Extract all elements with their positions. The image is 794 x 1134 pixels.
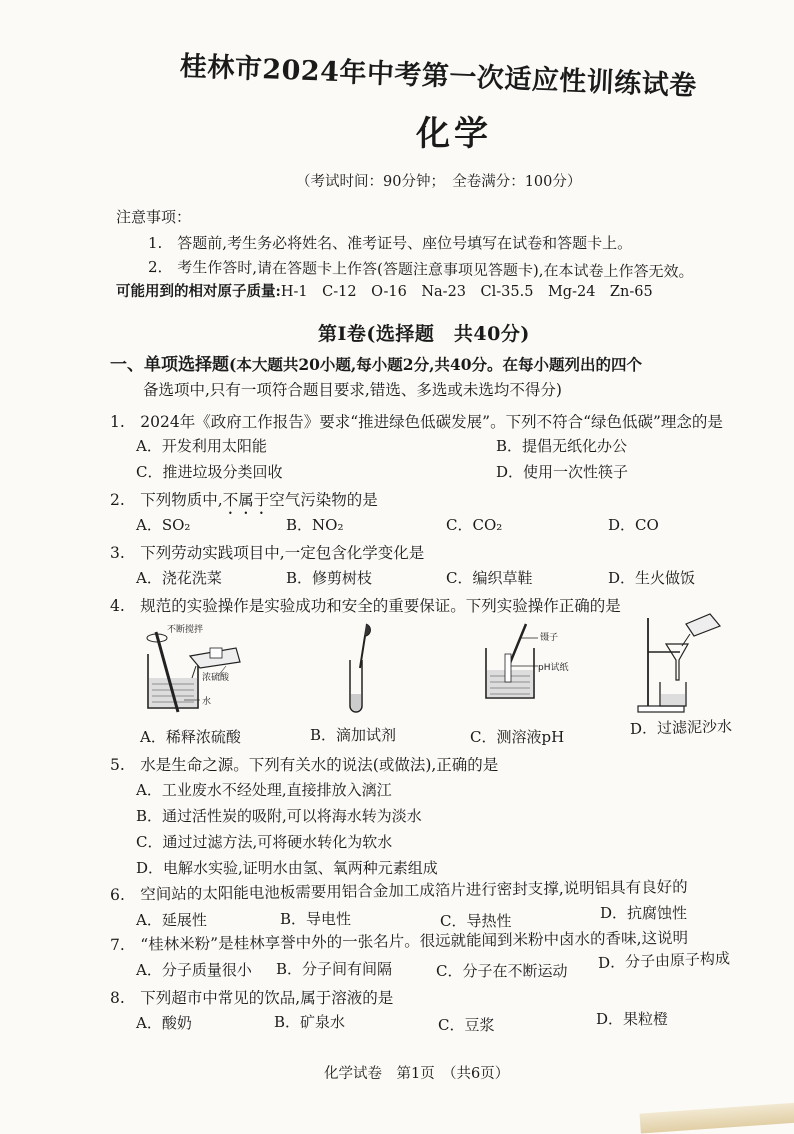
atomic-masses	[116, 280, 653, 301]
q8-option-c: C．豆浆	[438, 1016, 495, 1034]
subject-title: 化学	[416, 114, 492, 154]
q2-option-c: C．CO₂	[446, 516, 503, 534]
q7-option-b: B．分子间有间隔	[276, 960, 393, 978]
part-heading-label: 一、单项选择题	[110, 355, 229, 375]
label-ph-paper: pH试纸	[538, 663, 569, 673]
notes-heading: 注意事项：	[116, 208, 192, 226]
q2-stem-after: 空气污染物的是	[269, 491, 378, 509]
note-item: 1. 答题前,考生务必将姓名、准考证号、座位号填写在试卷和答题卡上。	[148, 234, 633, 252]
question-4: 4. 规范的实验操作是实验成功和安全的重要保证。下列实验操作正确的是	[110, 597, 621, 615]
label-acid: 浓硫酸	[202, 673, 230, 683]
q6-option-d: D．抗腐蚀性	[600, 904, 688, 922]
q7-option-d: D．分子由原子构成	[597, 949, 731, 972]
filtering-diagram	[636, 606, 722, 714]
q1-option-d: D．使用一次性筷子	[496, 463, 629, 481]
q2-option-b: B．NO₂	[286, 516, 344, 534]
q3-option-a: A．浇花洗菜	[136, 569, 222, 587]
page-footer: 化学试卷 第1页 （共6页）	[324, 1066, 510, 1082]
label-water: 水	[202, 697, 212, 707]
question-7: 7. “桂林米粉”是桂林享誉中外的一张名片。很远就能闻到米粉中卤水的香味,这说明	[109, 928, 689, 954]
q4-option-d: D．过滤泥沙水	[629, 717, 733, 738]
section-title: 第Ⅰ卷(选择题 共40分)	[318, 323, 530, 345]
part-desc-line2: 备选项中,只有一项符合题目要求,错选、多选或未选均不得分)	[143, 381, 562, 399]
part-heading	[110, 350, 642, 375]
exam-title: 桂林市2024年中考第一次适应性训练试卷	[179, 51, 698, 102]
dilute-acid-diagram	[140, 622, 250, 714]
figure-measure-ph	[482, 624, 592, 714]
q3-option-b: B．修剪树枝	[286, 569, 373, 587]
figure-filtering	[636, 606, 722, 714]
drop-reagent-diagram	[336, 624, 386, 716]
label-tweezers: 镊子	[540, 633, 559, 643]
question-1: 1. 2024年《政府工作报告》要求“推进绿色低碳发展”。下列不符合“绿色低碳”理念的是	[110, 413, 723, 431]
measure-ph-diagram	[482, 624, 592, 714]
q3-option-c: C．编织草鞋	[446, 569, 533, 587]
question-8: 8. 下列超市中常见的饮品,属于溶液的是	[110, 989, 394, 1007]
q5-option-c: C．通过过滤方法,可将硬水转化为软水	[136, 833, 393, 851]
figure-drop-reagent	[336, 624, 386, 716]
question-3: 3. 下列劳动实践项目中,一定包含化学变化是	[110, 544, 425, 562]
q4-option-b: B．滴加试剂	[310, 726, 397, 744]
q2-stem-emphasis: 不属于	[222, 491, 270, 509]
q7-option-c: C．分子在不断运动	[436, 962, 568, 980]
q3-option-d: D．生火做饭	[608, 569, 696, 587]
q1-option-c: C．推进垃圾分类回收	[136, 463, 283, 481]
q5-option-b: B．通过活性炭的吸附,可以将海水转为淡水	[136, 807, 422, 825]
q2-option-a: A．SO₂	[136, 516, 191, 534]
figure-dilute-acid	[140, 622, 250, 714]
q1-option-b: B．提倡无纸化办公	[496, 437, 628, 455]
q8-option-a: A．酸奶	[136, 1014, 192, 1032]
q7-option-a: A．分子质量很小	[136, 961, 252, 979]
atomic-masses-values: H-1 C-12 O-16 Na-23 Cl-35.5 Mg-24 Zn-65	[280, 284, 653, 300]
label-stir: 不断搅拌	[167, 625, 204, 635]
note-item: 2. 考生作答时,请在答题卡上作答(答题注意事项见答题卡),在本试卷上作答无效。	[147, 258, 694, 281]
q5-option-d: D．电解水实验,证明水由氢、氧两种元素组成	[136, 859, 438, 877]
q5-option-a: A．工业废水不经处理,直接排放入漓江	[136, 781, 392, 799]
q8-option-b: B．矿泉水	[274, 1013, 346, 1031]
atomic-masses-label: 可能用到的相对原子质量:	[116, 283, 281, 300]
paper-edge	[639, 1102, 794, 1133]
q2-option-d: D．CO	[608, 516, 659, 534]
q6-option-c: C．导热性	[440, 912, 512, 930]
question-6: 6. 空间站的太阳能电池板需要用铝合金加工成箔片进行密封支撑,说明铝具有良好的	[109, 877, 688, 904]
q8-option-d: D．果粒橙	[596, 1010, 669, 1028]
exam-info: （考试时间：90分钟； 全卷满分：100分）	[296, 174, 582, 190]
q6-option-b: B．导电性	[280, 910, 352, 928]
q4-option-a: A．稀释浓硫酸	[140, 728, 241, 746]
question-5: 5. 水是生命之源。下列有关水的说法(或做法),正确的是	[110, 756, 499, 774]
part-desc-line1: (本大题共20小题,每小题2分,共40分。在每小题列出的四个	[229, 355, 643, 374]
q2-stem-before: 2. 下列物质中,	[110, 491, 223, 509]
q6-option-a: A．延展性	[136, 911, 207, 929]
q1-option-a: A．开发利用太阳能	[136, 437, 267, 455]
q4-option-c: C．测溶液pH	[470, 728, 565, 746]
